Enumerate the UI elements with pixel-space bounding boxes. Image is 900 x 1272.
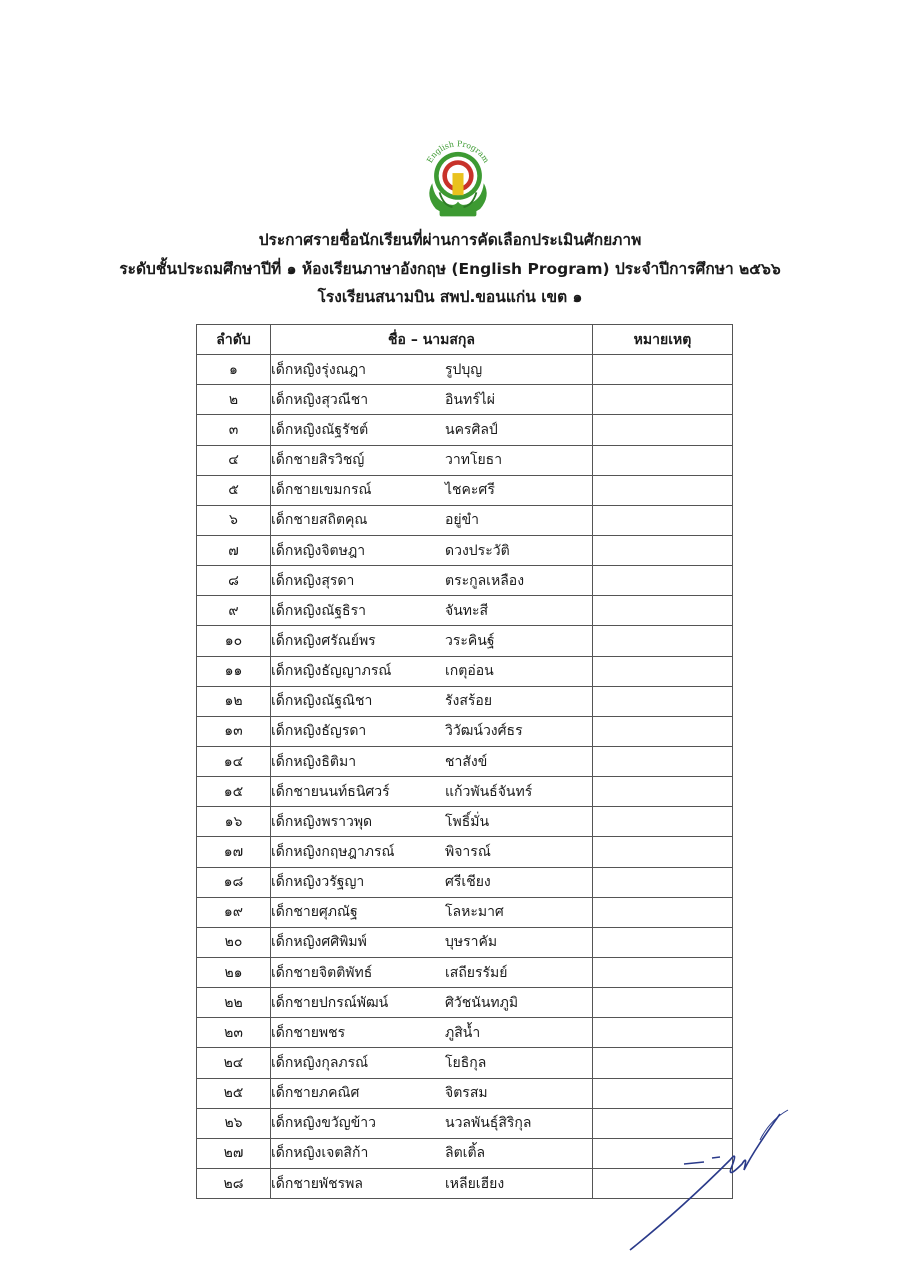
remark-cell: [593, 716, 733, 746]
table-row: [197, 746, 733, 776]
table-row: [197, 566, 733, 596]
student-name-cell: [271, 686, 593, 716]
row-number: ๒: [197, 385, 271, 415]
table-row: [197, 686, 733, 716]
row-number: ๒๓: [197, 1018, 271, 1048]
row-number: ๙: [197, 596, 271, 626]
row-number: ๒๐: [197, 927, 271, 957]
remark-cell: [593, 957, 733, 987]
remark-cell: [593, 746, 733, 776]
student-surname: ตระกูลเหลือง: [445, 572, 525, 589]
row-number: ๘: [197, 566, 271, 596]
student-first-name: เด็กหญิงรุ่งณฎา: [271, 361, 366, 378]
student-name-cell: [271, 355, 593, 385]
row-number: ๕: [197, 475, 271, 505]
school-name: โรงเรียนสนามบิน สพป.ขอนแก่น เขต ๑: [317, 288, 583, 306]
signature-mark: [620, 1100, 790, 1260]
table-row: [197, 1048, 733, 1078]
student-table: [196, 324, 733, 1199]
student-surname: โลหะมาศ: [445, 904, 504, 921]
table-row: [197, 1018, 733, 1048]
student-first-name: เด็กหญิงสุรดา: [271, 572, 355, 589]
remark-cell: [593, 1018, 733, 1048]
student-first-name: เด็กหญิงณัฐรัชต์: [271, 421, 369, 438]
student-first-name: เด็กหญิงวรัฐญา: [271, 874, 365, 891]
student-surname: แก้วพันธ์จันทร์: [445, 783, 533, 800]
student-first-name: เด็กชายพชร: [271, 1024, 346, 1041]
student-surname: ภูสิน้ำ: [445, 1024, 481, 1041]
student-name-cell: [271, 897, 593, 927]
table-row: [197, 927, 733, 957]
student-first-name: เด็กหญิงศรัณย์พร: [271, 632, 376, 649]
student-surname: เสถียรรัมย์: [445, 964, 508, 981]
row-number: ๒๔: [197, 1048, 271, 1078]
student-surname: รูปบุญ: [445, 361, 483, 378]
student-first-name: เด็กหญิงธัญรดา: [271, 723, 367, 740]
student-surname: โพธิ์มั่น: [445, 813, 490, 830]
student-name-cell: [271, 596, 593, 626]
student-name-cell: [271, 626, 593, 656]
table-row: [197, 656, 733, 686]
remark-cell: [593, 355, 733, 385]
student-name-cell: [271, 777, 593, 807]
student-first-name: เด็กหญิงศศิพิมพ์: [271, 934, 367, 951]
student-surname: อยู่ขำ: [445, 512, 480, 529]
student-surname: จันทะสี: [445, 602, 489, 619]
row-number: ๔: [197, 445, 271, 475]
remark-cell: [593, 837, 733, 867]
student-surname: ศิวัชนันทภูมิ: [445, 994, 519, 1011]
remark-cell: [593, 415, 733, 445]
student-first-name: เด็กหญิงณัฐณิชา: [271, 693, 373, 710]
school-logo: [412, 128, 504, 220]
row-number: ๓: [197, 415, 271, 445]
student-name-cell: [271, 415, 593, 445]
student-name-cell: [271, 535, 593, 565]
student-name-cell: [271, 837, 593, 867]
announcement-subtitle: ระดับชั้นประถมศึกษาปีที่ ๑ ห้องเรียนภาษาอังกฤษ (English Program) ประจำปีการศึกษา ๒๕๖๖: [119, 260, 781, 278]
student-first-name: เด็กชายศุภณัฐ: [271, 904, 358, 921]
row-number: ๒๗: [197, 1138, 271, 1168]
student-surname: ชาสังข์: [445, 753, 488, 770]
table-row: [197, 897, 733, 927]
remark-cell: [593, 535, 733, 565]
student-surname: วิวัฒน์วงศ์ธร: [445, 723, 523, 740]
student-surname: เกตุอ่อน: [445, 663, 494, 680]
remark-cell: [593, 626, 733, 656]
table-row: [197, 988, 733, 1018]
table-row: [197, 445, 733, 475]
table-row: [197, 385, 733, 415]
student-name-cell: [271, 1048, 593, 1078]
table-row: [197, 957, 733, 987]
student-name-cell: [271, 505, 593, 535]
student-first-name: เด็กชายสถิตคุณ: [271, 512, 368, 529]
student-surname: วระคินฐ์: [445, 632, 495, 649]
remark-cell: [593, 445, 733, 475]
student-first-name: เด็กชายพัชรพล: [271, 1175, 363, 1192]
student-name-cell: [271, 988, 593, 1018]
student-surname: เหลียเฮียง: [445, 1175, 505, 1192]
student-name-cell: [271, 867, 593, 897]
student-name-cell: [271, 1168, 593, 1198]
student-surname: พิจารณ์: [445, 843, 491, 860]
student-surname: จิตรสม: [445, 1085, 488, 1102]
row-number: ๑๙: [197, 897, 271, 927]
announcement-title: ประกาศรายชื่อนักเรียนที่ผ่านการคัดเลือกประเมินศักยภาพ: [258, 231, 642, 249]
remark-cell: [593, 807, 733, 837]
student-name-cell: [271, 445, 593, 475]
row-number: ๑: [197, 355, 271, 385]
student-first-name: เด็กชายนนท์ธนิศวร์: [271, 783, 390, 800]
table-row: [197, 777, 733, 807]
student-name-cell: [271, 1138, 593, 1168]
row-number: ๖: [197, 505, 271, 535]
remark-cell: [593, 686, 733, 716]
row-number: ๑๐: [197, 626, 271, 656]
table-row: [197, 867, 733, 897]
remark-cell: [593, 927, 733, 957]
remark-cell: [593, 867, 733, 897]
row-number: ๑๔: [197, 746, 271, 776]
student-name-cell: [271, 927, 593, 957]
row-number: ๒๑: [197, 957, 271, 987]
table-row: [197, 716, 733, 746]
student-first-name: เด็กหญิงธิติมา: [271, 753, 357, 770]
student-first-name: เด็กหญิงกฤษฎาภรณ์: [271, 843, 395, 860]
student-name-cell: [271, 566, 593, 596]
student-surname: อินทร์ไผ่: [445, 391, 495, 408]
student-name-cell: [271, 716, 593, 746]
row-number: ๒๕: [197, 1078, 271, 1108]
remark-cell: [593, 656, 733, 686]
row-number: ๑๓: [197, 716, 271, 746]
student-name-cell: [271, 475, 593, 505]
row-number: ๑๑: [197, 656, 271, 686]
student-first-name: เด็กหญิงเจตสิก้า: [271, 1145, 369, 1162]
student-first-name: เด็กชายจิตติพัทธ์: [271, 964, 373, 981]
remark-cell: [593, 596, 733, 626]
student-first-name: เด็กหญิงกุลภรณ์: [271, 1054, 369, 1071]
remark-cell: [593, 1048, 733, 1078]
table-row: [197, 475, 733, 505]
table-row: [197, 535, 733, 565]
row-number: ๑๗: [197, 837, 271, 867]
student-first-name: เด็กหญิงขวัญข้าว: [271, 1115, 376, 1132]
student-name-cell: [271, 1078, 593, 1108]
row-number: ๑๒: [197, 686, 271, 716]
student-surname: รังสร้อย: [445, 693, 493, 710]
table-row: [197, 505, 733, 535]
row-number: ๑๖: [197, 807, 271, 837]
row-number: ๗: [197, 535, 271, 565]
table-row: [197, 626, 733, 656]
remark-cell: [593, 777, 733, 807]
student-name-cell: [271, 385, 593, 415]
student-first-name: เด็กหญิงพราวพุด: [271, 813, 373, 830]
student-first-name: เด็กหญิงณัฐธิรา: [271, 602, 366, 619]
table-row: [197, 837, 733, 867]
remark-cell: [593, 385, 733, 415]
student-first-name: เด็กชายปกรณ์พัฒน์: [271, 994, 389, 1011]
remark-cell: [593, 988, 733, 1018]
student-name-cell: [271, 1108, 593, 1138]
student-name-cell: [271, 1018, 593, 1048]
row-number: ๒๘: [197, 1168, 271, 1198]
row-number: ๒๒: [197, 988, 271, 1018]
student-first-name: เด็กหญิงธัญญาภรณ์: [271, 663, 392, 680]
header-order: ลำดับ: [197, 325, 271, 355]
student-surname: โยธิกุล: [445, 1054, 487, 1071]
student-name-cell: [271, 957, 593, 987]
row-number: ๒๖: [197, 1108, 271, 1138]
student-first-name: เด็กชายสิรวิชญ์: [271, 452, 365, 469]
student-surname: นวลพันธุ์สิริกุล: [445, 1115, 532, 1132]
student-surname: ดวงประวัติ: [445, 542, 510, 559]
table-row: [197, 596, 733, 626]
student-surname: ไชคะศรี: [445, 482, 495, 499]
remark-cell: [593, 897, 733, 927]
table-header-row: [197, 325, 733, 355]
header-name: ชื่อ – นามสกุล: [271, 325, 593, 355]
table-row: [197, 415, 733, 445]
student-surname: ศรีเชียง: [445, 874, 491, 891]
student-surname: บุษราคัม: [445, 934, 498, 951]
student-surname: นครศิลป์: [445, 421, 498, 438]
table-row: [197, 355, 733, 385]
student-name-cell: [271, 807, 593, 837]
table-row: [197, 807, 733, 837]
remark-cell: [593, 475, 733, 505]
student-first-name: เด็กหญิงจิตษฎา: [271, 542, 366, 559]
student-surname: วาทโยธา: [445, 452, 503, 469]
student-name-cell: [271, 746, 593, 776]
remark-cell: [593, 566, 733, 596]
student-first-name: เด็กหญิงสุวณีชา: [271, 391, 369, 408]
student-surname: ลิตเติ้ล: [445, 1145, 486, 1162]
student-name-cell: [271, 656, 593, 686]
student-first-name: เด็กชายภคณิศ: [271, 1085, 360, 1102]
header-remarks: หมายเหตุ: [593, 325, 733, 355]
student-first-name: เด็กชายเขมกรณ์: [271, 482, 372, 499]
row-number: ๑๕: [197, 777, 271, 807]
logo-text: English Program: [425, 139, 491, 165]
row-number: ๑๘: [197, 867, 271, 897]
remark-cell: [593, 505, 733, 535]
